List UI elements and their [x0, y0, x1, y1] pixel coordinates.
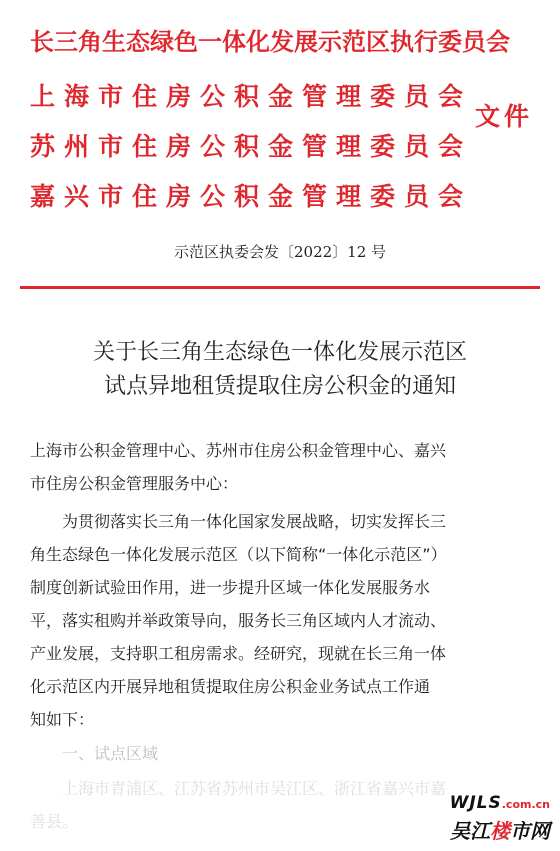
- notice-title-line-1: 关于长三角生态绿色一体化发展示范区: [92, 340, 467, 365]
- body-line: 一、试点区域: [30, 744, 159, 763]
- body-line: 为贯彻落实长三角一体化国家发展战略，切实发挥长三: [30, 512, 447, 531]
- site-watermark: [420, 793, 550, 845]
- watermark-tld: .com.cn: [501, 798, 550, 811]
- body-line: 知如下：: [30, 710, 95, 729]
- body-line: 市住房公积金管理服务中心：: [30, 474, 239, 493]
- body-line: 角生态绿色一体化发展示范区（以下简称“一体化示范区”）: [30, 545, 447, 564]
- issuing-org-4: 嘉兴市住房公积金管理委员会: [30, 182, 473, 211]
- watermark-site-name: [450, 815, 550, 844]
- watermark-latin: WJLS: [449, 793, 502, 813]
- issuing-org-2: 上海市住房公积金管理委员会: [30, 82, 473, 111]
- document-number: 示范区执委会发〔2022〕12 号: [173, 243, 387, 261]
- body-line: 制度创新试验田作用，进一步提升区域一体化发展服务水: [30, 578, 431, 597]
- body-line: 上海市公积金管理中心、苏州市住房公积金管理中心、嘉兴: [30, 441, 447, 460]
- body-line: 善县。: [30, 812, 79, 831]
- body-line: 化示范区内开展异地租赁提取住房公积金业务试点工作通: [30, 677, 431, 696]
- body-line: 平，落实租购并举政策导向，服务长三角区域内人才流动、: [30, 611, 447, 630]
- document-header: [0, 0, 560, 290]
- issuing-org-1: 长三角生态绿色一体化发展示范区执行委员会: [30, 28, 510, 56]
- body-line: 产业发展，支持职工租房需求。经研究，现就在长三角一体: [30, 644, 447, 663]
- issuing-org-3: 苏州市住房公积金管理委员会: [30, 132, 473, 161]
- body-line: 上海市青浦区、江苏省苏州市吴江区、浙江省嘉兴市嘉: [30, 779, 447, 798]
- red-divider: [20, 286, 540, 289]
- watermark-name-a: 吴江: [450, 819, 490, 843]
- watermark-domain: [450, 793, 550, 813]
- watermark-name-b: 楼: [490, 819, 510, 843]
- notice-title-line-2: 试点异地租赁提取住房公积金的通知: [103, 374, 456, 399]
- document-suffix: 文件: [475, 102, 534, 131]
- watermark-name-c: 市网: [510, 819, 550, 843]
